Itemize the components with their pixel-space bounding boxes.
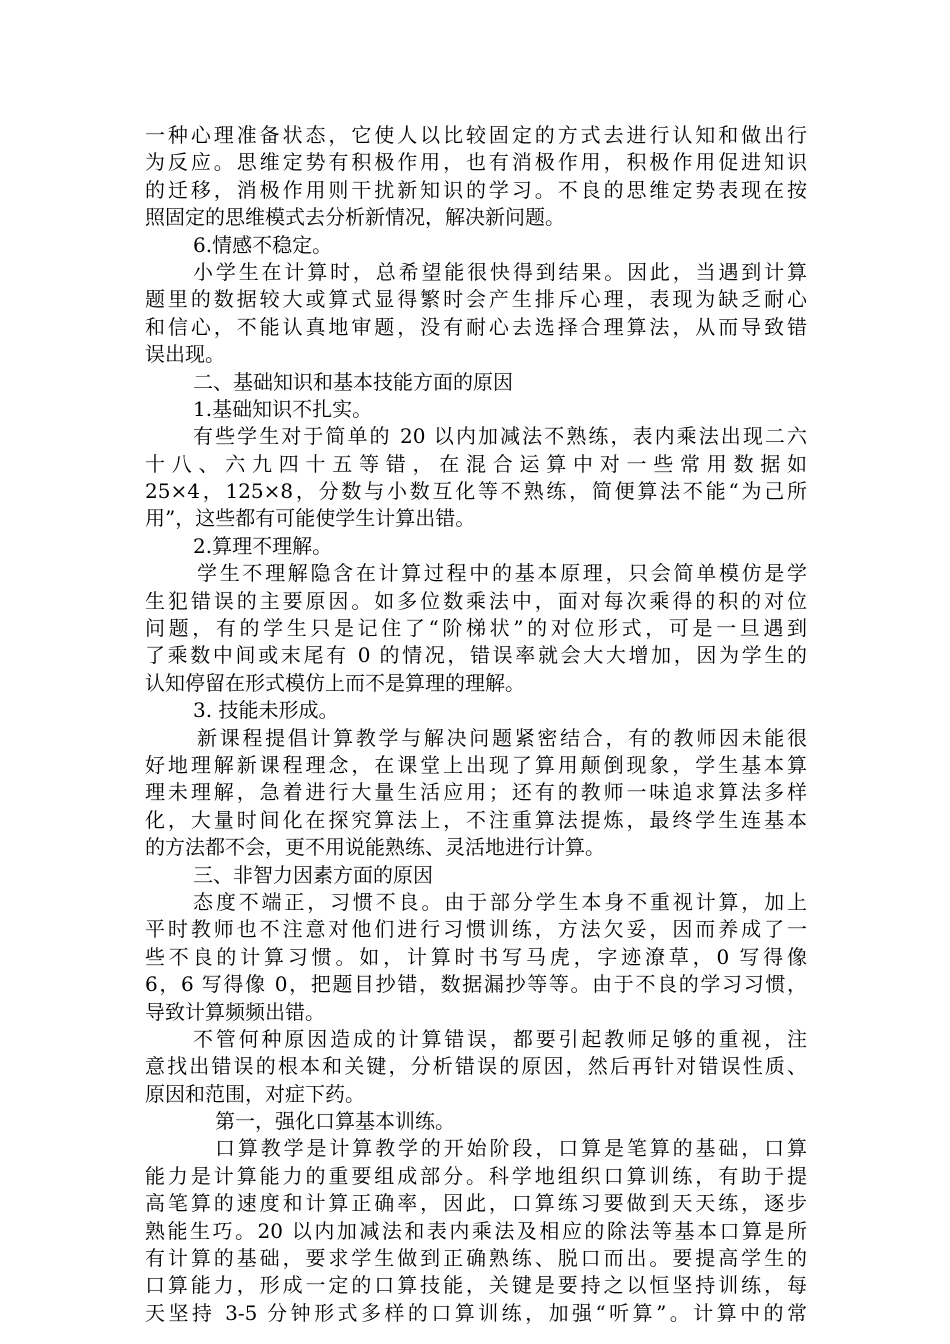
text-line: 十八、六九四十五等错，在混合运算中对一些常用数据如 bbox=[145, 451, 807, 476]
text-line: 口算能力，形成一定的口算技能，关键是要持之以恒坚持训练，每 bbox=[145, 1273, 807, 1298]
text-line: 天坚持 3-5 分钟形式多样的口算训练，加强“听算”。计算中的常 bbox=[145, 1300, 807, 1325]
text-line: 意找出错误的根本和关键，分析错误的原因，然后再针对错误性质、 bbox=[145, 1054, 807, 1079]
section-heading: 2.算理不理解。 bbox=[193, 533, 333, 558]
text-line: 学生不理解隐含在计算过程中的基本原理，只会简单模仿是学 bbox=[197, 561, 807, 586]
section-heading: 6.情感不稳定。 bbox=[193, 232, 333, 257]
text-line: 些不良的计算习惯。如，计算时书写马虎，字迹潦草，0 写得像 bbox=[145, 944, 807, 969]
section-heading: 第一，强化口算基本训练。 bbox=[215, 1109, 455, 1134]
section-heading: 二、基础知识和基本技能方面的原因 bbox=[193, 369, 513, 394]
text-line: 熟能生巧。20 以内加减法和表内乘法及相应的除法等基本口算是所 bbox=[145, 1218, 807, 1243]
text-line: 和信心，不能认真地审题，没有耐心去选择合理算法，从而导致错 bbox=[145, 314, 807, 339]
text-line: 6，6 写得像 0，把题目抄错，数据漏抄等等。由于不良的学习习惯， bbox=[145, 972, 807, 997]
text-line: 原因和范围，对症下药。 bbox=[145, 1081, 365, 1106]
document-body bbox=[145, 122, 807, 1327]
text-line: 一种心理准备状态，它使人以比较固定的方式去进行认知和做出行 bbox=[145, 123, 807, 147]
text-line: 有些学生对于简单的 20 以内加减法不熟练，表内乘法出现二六 bbox=[193, 424, 807, 449]
text-line: 的迁移，消极作用则干扰新知识的学习。不良的思维定势表现在按 bbox=[145, 177, 807, 202]
text-line: 好地理解新课程理念，在课堂上出现了算用颠倒现象，学生基本算 bbox=[145, 752, 807, 777]
text-line: 导致计算频频出错。 bbox=[145, 999, 325, 1024]
text-line: 不管何种原因造成的计算错误，都要引起教师足够的重视，注 bbox=[193, 1026, 807, 1051]
text-line: 化，大量时间化在探究算法上，不注重算法提炼，最终学生连基本 bbox=[145, 807, 807, 832]
text-line: 问题，有的学生只是记住了“阶梯状”的对位形式，可是一旦遇到 bbox=[145, 616, 807, 641]
text-line: 平时教师也不注意对他们进行习惯训练，方法欠妥，因而养成了一 bbox=[145, 917, 807, 942]
text-line: 有计算的基础，要求学生做到正确熟练、脱口而出。要提高学生的 bbox=[145, 1246, 807, 1271]
text-line: 认知停留在形式模仿上而不是算理的理解。 bbox=[145, 670, 525, 695]
text-line: 态度不端正，习惯不良。由于部分学生本身不重视计算，加上 bbox=[193, 889, 807, 914]
text-line: 误出现。 bbox=[145, 342, 225, 367]
text-line: 口算教学是计算教学的开始阶段，口算是笔算的基础，口算 bbox=[215, 1136, 807, 1161]
text-line: 能力是计算能力的重要组成部分。科学地组织口算训练，有助于提 bbox=[145, 1163, 807, 1188]
text-line: 的方法都不会，更不用说能熟练、灵活地进行计算。 bbox=[145, 835, 605, 860]
text-line: 小学生在计算时，总希望能很快得到结果。因此，当遇到计算 bbox=[193, 259, 807, 284]
text-line: 题里的数据较大或算式显得繁时会产生排斥心理，表现为缺乏耐心 bbox=[145, 287, 807, 312]
text-line: 新课程提倡计算教学与解决问题紧密结合，有的教师因未能很 bbox=[197, 725, 807, 750]
text-line: 用”，这些都有可能使学生计算出错。 bbox=[145, 506, 476, 531]
text-line: 25×4，125×8，分数与小数互化等不熟练，简便算法不能“为己所 bbox=[145, 479, 807, 504]
text-line: 了乘数中间或末尾有 0 的情况，错误率就会大大增加，因为学生的 bbox=[145, 643, 807, 668]
text-line: 理未理解，急着进行大量生活应用；还有的教师一味追求算法多样 bbox=[145, 780, 807, 805]
section-heading: 三、非智力因素方面的原因 bbox=[193, 862, 433, 887]
section-heading: 1.基础知识不扎实。 bbox=[193, 396, 373, 421]
text-line: 生犯错误的主要原因。如多位数乘法中，面对每次乘得的积的对位 bbox=[145, 588, 807, 613]
section-heading: 3. 技能未形成。 bbox=[193, 698, 339, 723]
text-line: 为反应。思维定势有积极作用，也有消极作用，积极作用促进知识 bbox=[145, 150, 807, 175]
text-line: 照固定的思维模式去分析新情况，解决新问题。 bbox=[145, 205, 565, 230]
text-line: 高笔算的速度和计算正确率，因此，口算练习要做到天天练，逐步 bbox=[145, 1191, 807, 1216]
